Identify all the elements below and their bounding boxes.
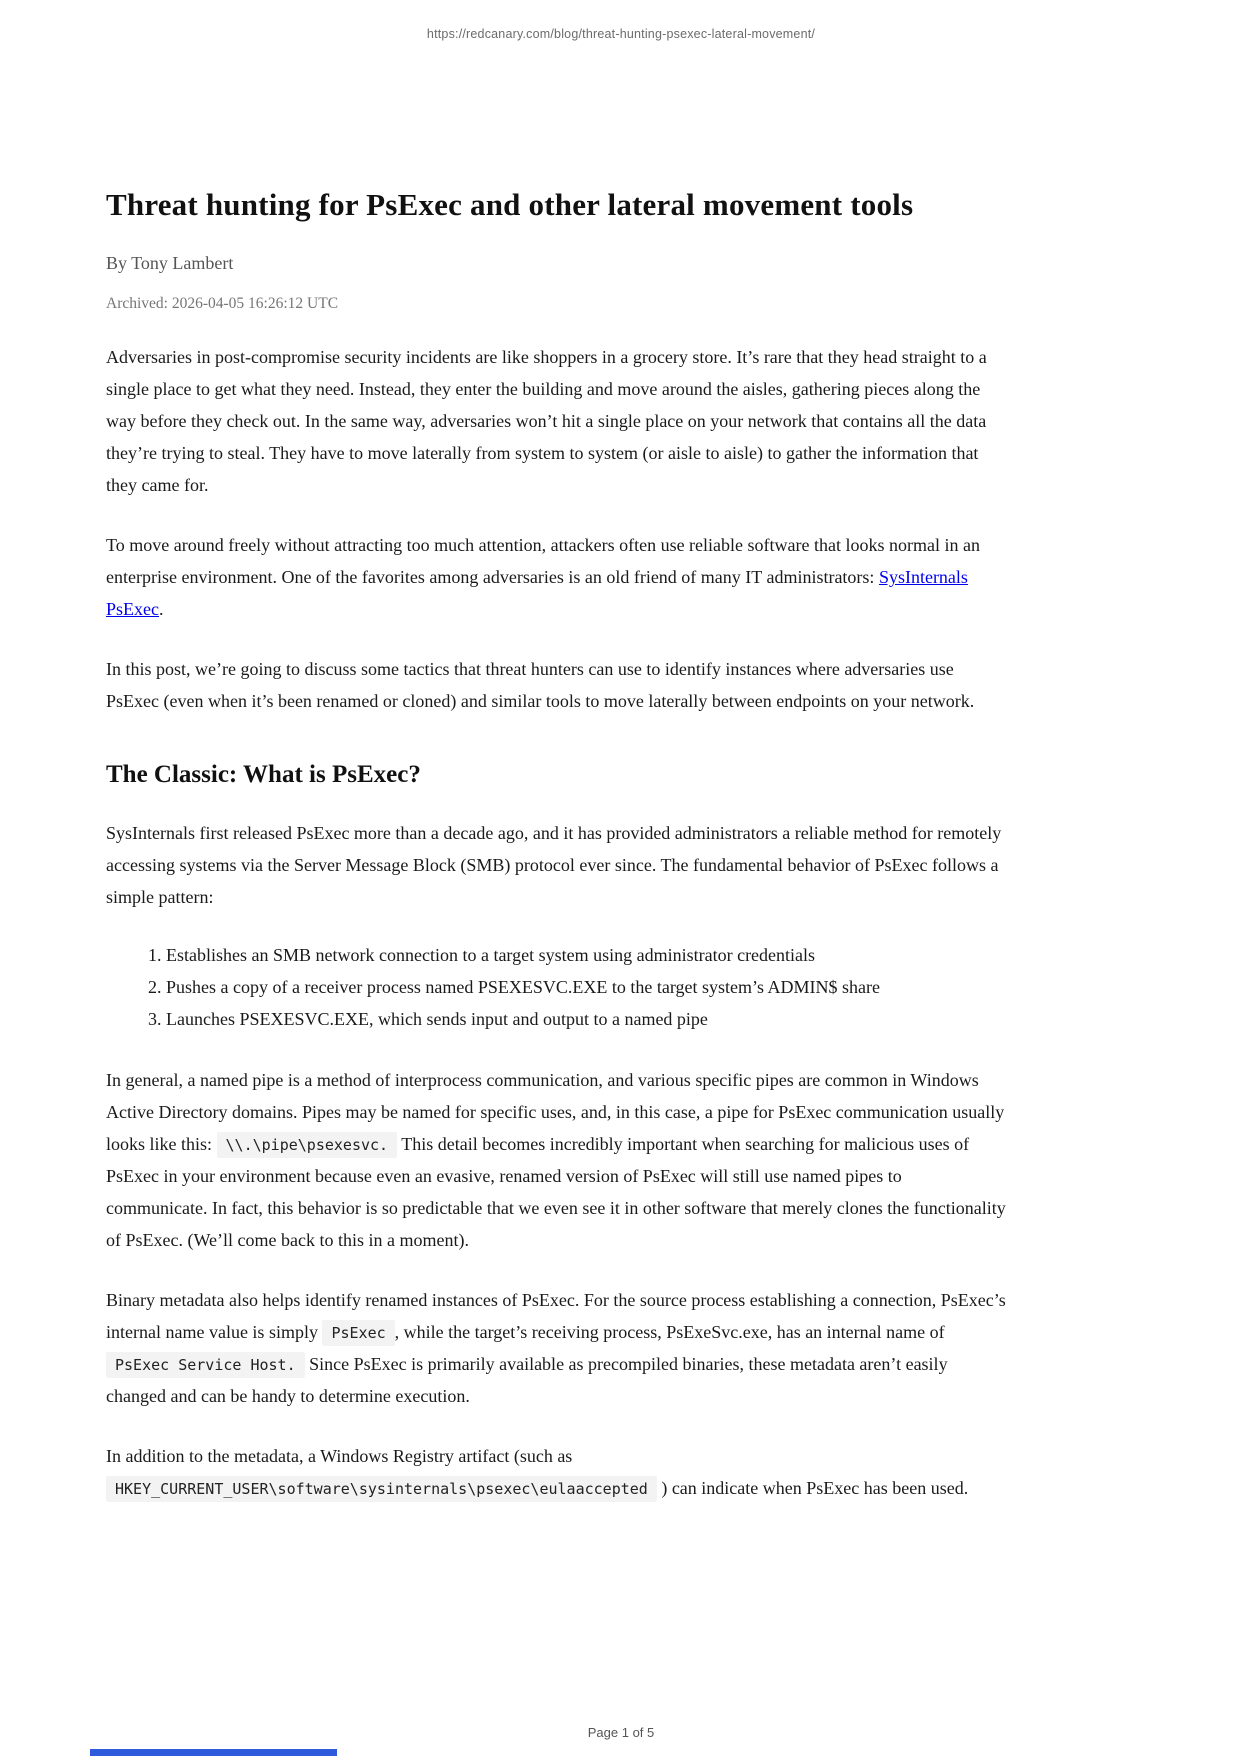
psexec-service-host-code: PsExec Service Host. bbox=[106, 1352, 305, 1378]
article-body bbox=[106, 187, 1006, 1504]
sysinternals-psexec-link[interactable]: SysInternals PsExec bbox=[106, 567, 968, 620]
list-item: 2. Pushes a copy of a receiver process named PSEXESVC.EXE to the target system’s ADMIN$ share bbox=[166, 971, 1006, 1003]
paragraph-grocery-analogy: Adversaries in post-compromise security incidents are like shoppers in a grocery store. It’s rare that they head straight to a single place to get what they need. Instead, they enter the building and move around the aisles, gathering pieces along the way before they check out. In the same way, adversaries won’t hit a single place on your network that contains all the data they’re trying to steal. They have to move laterally from system to system (or aisle to aisle) to gather the information that they came for. bbox=[106, 347, 987, 496]
paragraph-text: In general, a named pipe is a method of interprocess communication, and various specific pipes are common in Windows Active Directory domains. Pipes may be named for specific uses, and, in this case, a pipe for PsExec communication usually looks like this: bbox=[106, 1069, 1005, 1154]
paragraph-text: Since PsExec is primarily available as precompiled binaries, these metadata aren’t easily changed and can be handy to determine execution. bbox=[106, 1353, 948, 1406]
psexec-pattern-list bbox=[106, 939, 1006, 1035]
paragraph-text: To move around freely without attracting too much attention, attackers often use reliable software that looks normal in an enterprise environment. One of the favorites among adversaries is an old friend of many IT administrators: bbox=[106, 535, 980, 588]
list-item: 3. Launches PSEXESVC.EXE, which sends input and output to a named pipe bbox=[166, 1003, 1006, 1035]
archive-url: https://redcanary.com/blog/threat-hunting-psexec-lateral-movement/ bbox=[426, 27, 816, 41]
archived-timestamp: Archived: 2026-04-05 16:26:12 UTC bbox=[106, 295, 339, 312]
paragraph-registry-artifact bbox=[106, 1440, 1006, 1504]
pipe-path-code: \\.\pipe\psexesvc. bbox=[217, 1132, 398, 1158]
section-heading-what-is-psexec: The Classic: What is PsExec? bbox=[106, 761, 421, 789]
paragraph-text: In addition to the metadata, a Windows Registry artifact (such as bbox=[106, 1445, 573, 1466]
psexec-internal-name-code: PsExec bbox=[322, 1320, 394, 1346]
paragraph-text: This detail becomes incredibly important when searching for malicious uses of PsExec in your environment because even an evasive, renamed version of PsExec will still use named pipes to communicate. In fact, this behavior is so predictable that we even see it in other software that merely clones the functionality of PsExec. (We’ll come back to this in a moment). bbox=[106, 1133, 1006, 1250]
paragraph-text: Binary metadata also helps identify renamed instances of PsExec. For the source process establishing a connection, PsExec’s internal name value is simply bbox=[106, 1289, 1006, 1342]
paragraph-post-intro: In this post, we’re going to discuss some tactics that threat hunters can use to identify instances where adversaries use PsExec (even when it’s been renamed or cloned) and similar tools to move laterally between endpoints on your network. bbox=[106, 659, 975, 712]
page-title: Threat hunting for PsExec and other lateral movement tools bbox=[106, 187, 914, 222]
paragraph-text: , while the target’s receiving process, PsExeSvc.exe, has an internal name of bbox=[394, 1321, 945, 1342]
registry-key-code: HKEY_CURRENT_USER\software\sysinternals\psexec\eulaaccepted bbox=[106, 1476, 657, 1502]
paragraph-named-pipe bbox=[106, 1064, 1006, 1256]
clipped-next-page-blue-bar bbox=[90, 1749, 337, 1756]
paragraph-psexec-history: SysInternals first released PsExec more than a decade ago, and it has provided administrators a reliable method for remotely accessing systems via the Server Message Block (SMB) protocol ever since. The fundamental behavior of PsExec follows a simple pattern: bbox=[106, 823, 1002, 908]
paragraph-text: . bbox=[159, 599, 164, 620]
byline: By Tony Lambert bbox=[106, 253, 234, 273]
list-item: 1. Establishes an SMB network connection to a target system using administrator credentials bbox=[166, 939, 1006, 971]
page-number: Page 1 of 5 bbox=[587, 1725, 655, 1740]
paragraph-reliable-software bbox=[106, 529, 1006, 625]
paragraph-text: ) can indicate when PsExec has been used. bbox=[656, 1477, 969, 1498]
paragraph-binary-metadata bbox=[106, 1284, 1006, 1412]
